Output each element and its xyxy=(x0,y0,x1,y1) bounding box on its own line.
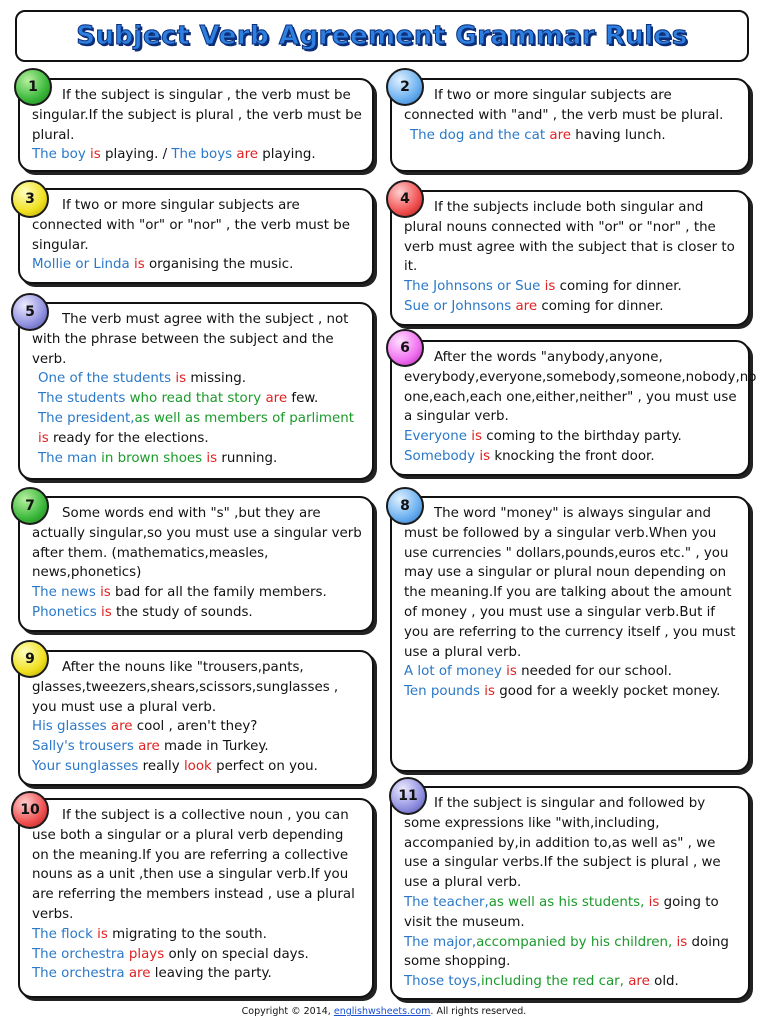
example-segment: The news xyxy=(32,585,96,601)
rule-text: If two or more singular subjects are connected with "or" or "nor" , the verb must be singular. xyxy=(32,198,350,253)
rule-text: The word "money" is always singular and must be followed by a singular verb.When you use currencies " dollars,pounds,euros etc." , you may use a singular or plural noun depending on the meaning.If you are talking about the amount of money , you must use a singular verb.But if you are referring to the currency itself , you must use a plural verb. xyxy=(404,506,736,660)
example-segment: knocking the front door. xyxy=(490,448,655,464)
example-segment: needed for our school. xyxy=(516,664,672,680)
example-segment: The orchestra xyxy=(32,946,125,962)
example-segment: Phonetics xyxy=(32,604,97,620)
example-segment: made in Turkey. xyxy=(159,739,269,755)
rule-text: After the nouns like "trousers,pants, glasses,tweezers,shears,scissors,sunglasses , you must use a plural verb. xyxy=(32,660,339,715)
example-segment: ready for the elections. xyxy=(48,430,209,446)
example-segment: doing some shopping. xyxy=(404,934,729,970)
example-segment: A lot of money xyxy=(404,664,502,680)
example-segment: The flock xyxy=(32,926,93,942)
example-segment: Your sunglasses xyxy=(32,758,139,774)
example-sentence xyxy=(32,409,362,449)
example-segment: is xyxy=(644,894,660,910)
example-segment: look xyxy=(183,758,212,774)
example-segment: is xyxy=(85,147,101,163)
example-segment: are xyxy=(232,147,259,163)
example-segment: running. xyxy=(217,450,278,466)
rule-card-1 xyxy=(18,78,374,172)
example-segment: perfect on you. xyxy=(211,758,318,774)
rule-card-8 xyxy=(390,496,750,772)
example-sentence xyxy=(32,369,362,389)
example-segment: is xyxy=(92,926,108,942)
example-sentence xyxy=(404,447,738,467)
example-segment: migrating to the south. xyxy=(107,926,267,942)
example-segment: The boy xyxy=(32,147,86,163)
example-segment: are xyxy=(133,739,160,755)
rule-text: If the subject is singular and followed by some expressions like "with,including, accompanied by,in addition to,as well as" , we use a singular verbs.If the subject is plural , we use a plural verb. xyxy=(404,796,721,891)
example-segment: Somebody xyxy=(404,448,476,464)
example-segment: is xyxy=(95,585,111,601)
example-segment: The students xyxy=(38,391,126,407)
example-sentence xyxy=(32,255,362,275)
example-sentence xyxy=(32,964,362,984)
example-segment: Everyone xyxy=(404,429,467,445)
example-segment: missing. xyxy=(186,371,246,387)
example-segment: few. xyxy=(287,391,319,407)
example-sentence xyxy=(32,925,362,945)
example-segment: is xyxy=(129,257,145,273)
example-sentence xyxy=(404,682,738,702)
example-sentence xyxy=(404,972,738,992)
example-segment: Those toys, xyxy=(404,974,481,990)
example-segment: Mollie or Linda xyxy=(32,257,130,273)
example-sentence xyxy=(404,893,738,933)
rule-number-badge: 11 xyxy=(389,777,427,815)
example-sentence xyxy=(404,277,738,297)
rule-card-4 xyxy=(390,190,750,326)
example-sentence xyxy=(404,933,738,973)
example-segment: really xyxy=(138,758,184,774)
example-segment: Sally's trousers xyxy=(32,739,134,755)
rule-number-badge: 9 xyxy=(11,640,49,678)
example-segment: accompanied by his children, xyxy=(476,934,673,950)
example-segment: is xyxy=(475,448,491,464)
example-segment: The dog and the cat xyxy=(410,127,546,143)
example-segment: including the red car, xyxy=(480,974,624,990)
example-sentence xyxy=(32,717,362,737)
example-segment: are xyxy=(545,127,572,143)
rule-number-badge: 7 xyxy=(11,487,49,525)
example-segment: coming for dinner. xyxy=(555,279,682,295)
example-segment: The orchestra xyxy=(32,966,125,982)
example-segment: old. xyxy=(649,974,679,990)
example-sentence xyxy=(404,427,738,447)
example-segment: playing. xyxy=(258,147,316,163)
rule-text: If the subject is singular , the verb must be singular.If the subject is plural , the verb must be plural. xyxy=(32,88,362,143)
example-segment: good for a weekly pocket money. xyxy=(495,684,721,700)
example-segment: as well as his students, xyxy=(488,894,645,910)
example-segment: bad for all the family members. xyxy=(110,585,327,601)
rule-text: If two or more singular subjects are connected with "and" , the verb must be plural. xyxy=(404,88,724,123)
example-segment: The major, xyxy=(404,934,477,950)
example-segment: are xyxy=(511,298,538,314)
rule-number-badge: 5 xyxy=(11,293,49,331)
example-sentence xyxy=(404,297,738,317)
rule-card-7 xyxy=(18,496,374,632)
example-sentence xyxy=(32,757,362,777)
example-sentence xyxy=(32,449,362,469)
example-segment: having lunch. xyxy=(571,127,666,143)
rule-number-badge: 1 xyxy=(14,68,52,106)
example-sentence xyxy=(404,662,738,682)
example-segment: is xyxy=(171,371,187,387)
rule-card-5 xyxy=(18,302,374,480)
site-link[interactable]: englishwsheets.com xyxy=(333,1006,431,1017)
rule-card-10 xyxy=(18,798,374,998)
example-segment: plays xyxy=(124,946,165,962)
example-sentence xyxy=(32,583,362,603)
rule-number-badge: 2 xyxy=(386,68,424,106)
rule-number-badge: 4 xyxy=(386,180,424,218)
example-segment: is xyxy=(38,430,49,446)
example-segment: One of the students xyxy=(38,371,172,387)
example-segment: organising the music. xyxy=(144,257,294,273)
example-sentence xyxy=(32,145,362,165)
example-segment: playing. / xyxy=(100,147,172,163)
rule-number-badge: 8 xyxy=(386,487,424,525)
title-banner xyxy=(15,10,749,62)
example-segment: The teacher, xyxy=(404,894,489,910)
example-sentence xyxy=(32,603,362,623)
example-segment: The boys xyxy=(171,147,233,163)
example-sentence xyxy=(404,126,738,146)
rule-card-9 xyxy=(18,650,374,786)
example-segment: Sue or Johnsons xyxy=(404,298,512,314)
example-segment: going to visit the museum. xyxy=(404,894,719,930)
example-segment: the study of sounds. xyxy=(111,604,253,620)
example-sentence xyxy=(32,737,362,757)
rule-card-11 xyxy=(390,786,750,1000)
rule-card-6 xyxy=(390,340,757,476)
rule-text: If the subjects include both singular and plural nouns connected with "or" or "nor" , the verb must agree with the subject that is closer to it. xyxy=(404,200,735,275)
example-segment: is xyxy=(540,279,556,295)
rule-card-2 xyxy=(390,78,750,172)
rule-card-3 xyxy=(18,188,374,284)
example-segment: are xyxy=(106,719,133,735)
example-segment: only on special days. xyxy=(164,946,309,962)
rule-number-badge: 10 xyxy=(11,791,49,829)
example-segment: who read that story xyxy=(125,391,262,407)
rule-number-badge: 6 xyxy=(386,329,424,367)
example-segment: is xyxy=(501,664,517,680)
example-segment: cool , aren't they? xyxy=(132,719,258,735)
example-segment: is xyxy=(96,604,112,620)
example-segment: is xyxy=(202,450,218,466)
example-segment: leaving the party. xyxy=(150,966,272,982)
rule-text: After the words "anybody,anyone, everybody,everyone,somebody,someone,nobody,no one,each,each one,either,neither" , you must use a singular verb. xyxy=(404,350,757,425)
example-sentence xyxy=(32,945,362,965)
example-segment: is xyxy=(480,684,495,700)
example-segment: The president, xyxy=(38,410,135,426)
example-segment: as well as members of parliment xyxy=(134,410,354,426)
rule-number-badge: 3 xyxy=(11,180,49,218)
example-segment: are xyxy=(261,391,288,407)
example-segment: The Johnsons or Sue xyxy=(404,279,541,295)
example-segment: coming for dinner. xyxy=(537,298,664,314)
rule-text: Some words end with "s" ,but they are actually singular,so you must use a singular verb after them. (mathematics,measles, news,phonetics) xyxy=(32,506,362,581)
example-segment: is xyxy=(672,934,688,950)
copyright-footer: Copyright © 2014, englishwsheets.com. All rights reserved. xyxy=(241,1006,527,1017)
example-segment: is xyxy=(466,429,482,445)
example-segment: in brown shoes xyxy=(96,450,203,466)
page-title: Subject Verb Agreement Grammar Rules xyxy=(76,21,688,51)
rule-text: If the subject is a collective noun , you can use both a singular or a plural verb depending on the meaning.If you are referring a collective nouns as a unit ,then use a singular verb.If you are referring the members instead , use a plural verbs. xyxy=(32,808,355,922)
rule-text: The verb must agree with the subject , not with the phrase between the subject and the verb. xyxy=(32,312,349,367)
example-segment: are xyxy=(124,966,151,982)
example-segment: coming to the birthday party. xyxy=(481,429,682,445)
example-segment: His glasses xyxy=(32,719,107,735)
example-segment: The man xyxy=(38,450,97,466)
example-sentence xyxy=(32,389,362,409)
example-segment: are xyxy=(623,974,650,990)
example-segment: Ten pounds xyxy=(404,684,481,700)
